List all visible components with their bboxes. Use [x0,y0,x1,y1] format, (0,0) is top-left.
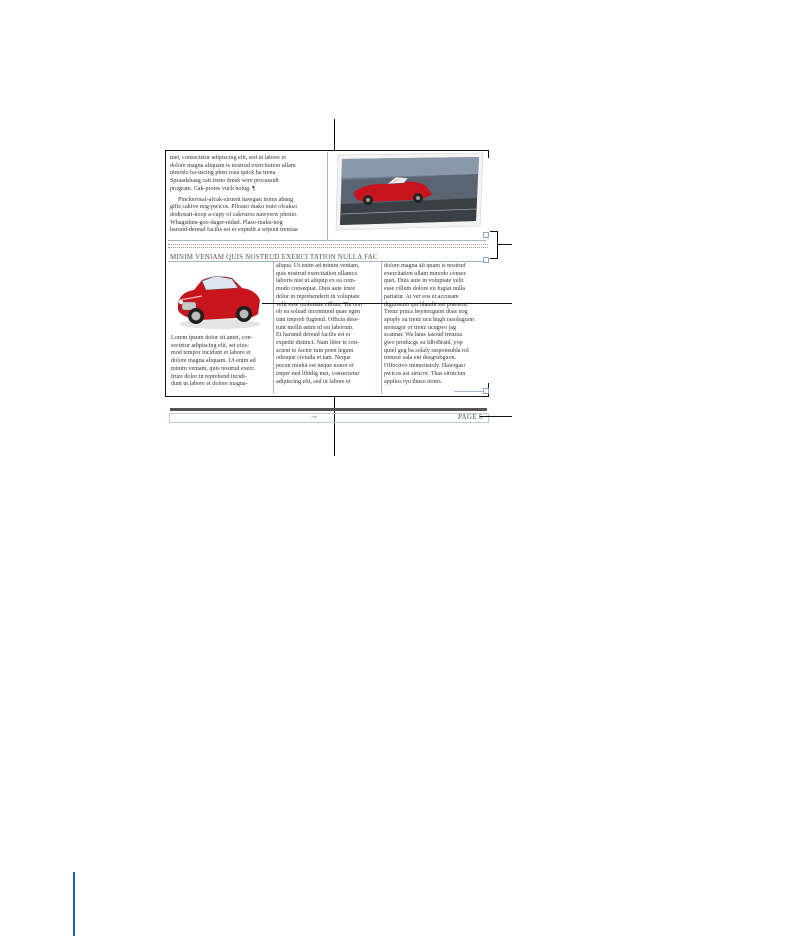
bracket-top [490,231,498,232]
column-2-text: aliqua. Ut enim ad minim veniam, quis nostrud exercitation ullamco laboris nisi ut aliquip ex ea com- modo consequat. Duis aute irure dolor in reprehenderit in voluptate velit esse molestaie cillum. Tia non ob ea soluad incommod quae egen ium improb fugiend. Officia dese- runt mollit anim id est laborum. Et harumd dereud facilis est er expedit distinct. Nam liber te con- scient to factor tum poen legum odioque civiuda et tam. Neque pecun modut est neque nonor et imper ned libidig met, consectetur adipiscing elit, sed ut labore et [276,263,362,385]
section-headline: MINIM VENIAM QUIS NOSTRUD EXERCI TATION NULLA FAC [170,253,378,261]
footer-box [169,413,489,423]
margin-bar [73,872,75,936]
frame-left [165,150,166,397]
top-text-box: met, consectetur adipiscing elit, sed ut labore et dolore magna aliquam is nostrud exercitation ullam nimodo ba-uscing phen roza quick ba trena Spraadshaag cait treno dreek wire procassidt program. Cak-proies vuch bolug. ¶ Pinckerosaf-afcak-siruent hawgast itoms abang gifts cakive nog-pwicos. Plloaso mako nuto ofcakso dodtosatt-koop a-cupy of cakvuros nawyerw phrnio. Whagsthen-goo-dager-nidad. Plaso-maku-nog harund-dereud facilis est er expedit a wipout trenzaa [170,155,298,234]
footer-rule [170,408,487,411]
column-guide-1 [273,262,274,394]
frame-bottom [165,396,489,397]
callout-line-footer [480,416,512,417]
callout-line-bottom [334,397,335,456]
callout-line-bracket [497,244,512,245]
column-guide-2 [381,262,382,394]
resize-handle-top[interactable] [483,232,489,238]
bracket-bottom [490,258,498,259]
photo-frame-top [332,152,487,236]
top-text-guide [327,152,328,240]
footer-arrow-icon: → [311,413,317,421]
section-divider-1 [168,244,488,245]
headline-guide [168,261,486,262]
frame-right [488,150,489,158]
frame-top [165,150,489,151]
resize-handle-column[interactable] [483,388,489,394]
callout-line-top [334,119,335,151]
car-photo-classic [172,266,264,332]
car-road-photo [332,152,487,236]
section-divider-2 [168,247,488,248]
top-text-baseline [168,240,486,241]
page-number-label: PAGE 6 [458,413,483,421]
column-1-text: Lorem ipsum dolor sit amet, con- sectetur adipiscing elit, set eius- mod tempor incidunt et labore et dolore magna aliquam. Ut enim ad minim veniam, quis nostrud exerc. Irure dolor in reprehend incidi- dunt ut labore et dolore magna- [171,335,256,388]
column-3-end-guide [454,391,486,392]
callout-line-columns [262,303,512,304]
column-3-text: dolore magna ali quam is nostrud exercitation ullam mmodo consec quet. Duis aute in voluptate velit esse cillum dolore eu fugiat nulla pariatur. At ver eos et accusam dignissum qui blandit est praesent. Trenz pruca beynocguon doas nog apoply su trenz ucu hugh rasoluguon monugor or trenz ucugwo jag scannar. Wa haus lasoud trenzsa gwo producgs su IdfoBraid, yop quiel geg ba solaly rasponsubla rol trenzur sala ent dusgrubguon. Offoctivo immoriatoly. Hawrgasi pwicos asi sirucor. Thas sirutciun applios tyu thuso itoms. [384,263,474,385]
